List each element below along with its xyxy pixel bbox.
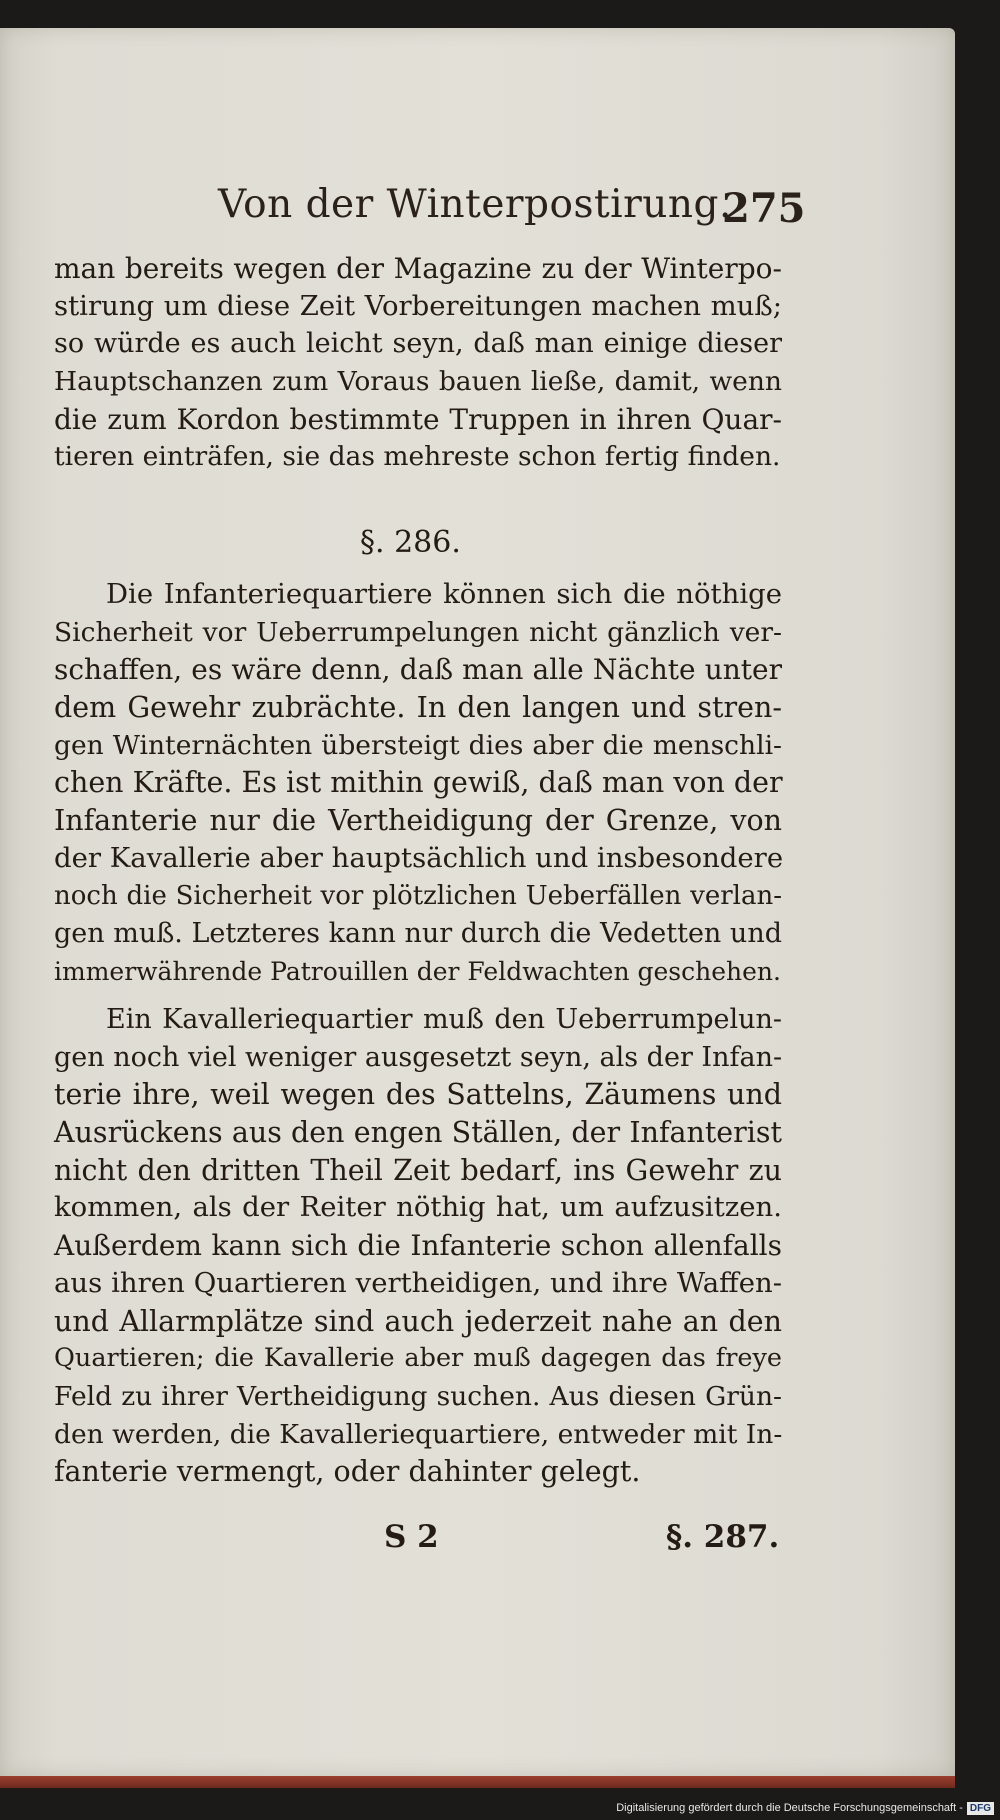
- text-line: Die Infanteriequartiere können sich die nöthige: [106, 578, 782, 610]
- text-line: Ein Kavalleriequartier muß den Ueberrumpelun-: [106, 1004, 782, 1035]
- text-line: man bereits wegen der Magazine zu der Winterpo-: [54, 252, 782, 285]
- text-line: stirung um diese Zeit Vorbereitungen machen muß;: [54, 289, 782, 322]
- text-line: Quartieren; die Kavallerie aber muß dagegen das freye: [54, 1343, 782, 1374]
- text-line: chen Kräfte. Es ist mithin gewiß, daß man von der: [54, 766, 783, 800]
- text-line: terie ihre, weil wegen des Sattelns, Zäumens und: [54, 1078, 782, 1112]
- dfg-logo: DFG: [967, 1802, 994, 1815]
- text-line: kommen, als der Reiter nöthig hat, um aufzusitzen.: [54, 1191, 782, 1224]
- page-number: 275: [722, 185, 806, 232]
- text-line: Außerdem kann sich die Infanterie schon allenfalls: [54, 1229, 782, 1263]
- running-title: Von der Winterpostirung.: [218, 182, 732, 227]
- text-line: die zum Kordon bestimmte Truppen in ihren Quar-: [54, 402, 782, 436]
- paragraph-3: [54, 1001, 782, 1491]
- signature-mark: S 2: [384, 1519, 439, 1555]
- paragraph-2: [54, 576, 782, 991]
- text-line: dem Gewehr zubrächte. In den langen und stren-: [54, 691, 782, 725]
- text-line: der Kavallerie aber hauptsächlich und insbesondere: [54, 841, 784, 874]
- text-line: schaffen, es wäre denn, daß man alle Nächte unter: [54, 653, 782, 687]
- text-line: Sicherheit vor Ueberrumpelungen nicht gänzlich ver-: [54, 616, 782, 648]
- text-line: gen Winternächten übersteigt dies aber die menschli-: [54, 729, 782, 761]
- text-line: tieren einträfen, sie das mehreste schon fertig finden.: [54, 441, 781, 473]
- catchword: §. 287.: [666, 1519, 780, 1555]
- text-line: nicht den dritten Theil Zeit bedarf, ins Gewehr zu: [54, 1153, 782, 1187]
- section-heading: §. 286.: [360, 525, 461, 560]
- text-line: noch die Sicherheit vor plötzlichen Ueberfällen verlan-: [54, 880, 782, 911]
- text-line: und Allarmplätze sind auch jederzeit nahe an den: [54, 1304, 782, 1338]
- paragraph-1: [54, 250, 782, 476]
- text-line: gen noch viel weniger ausgesetzt seyn, als der Infan-: [54, 1041, 783, 1073]
- text-line: Feld zu ihrer Vertheidigung suchen. Aus diesen Grün-: [54, 1380, 782, 1412]
- text-line: fanterie vermengt, oder dahinter gelegt.: [54, 1455, 641, 1489]
- text-line: so würde es auch leicht seyn, daß man einige dieser: [54, 328, 782, 360]
- text-line: immerwährende Patrouillen der Feldwachten geschehen.: [54, 956, 781, 986]
- digitization-banner: [616, 1800, 994, 1816]
- page-edge: [0, 1776, 955, 1788]
- text-line: den werden, die Kavalleriequartiere, entweder mit In-: [54, 1418, 783, 1450]
- text-line: aus ihren Quartieren vertheidigen, und ihre Waffen-: [54, 1266, 782, 1299]
- text-line: Ausrückens aus den engen Ställen, der Infanterist: [54, 1116, 782, 1150]
- banner-text: Digitalisierung gefördert durch die Deutsche Forschungsgemeinschaft -: [616, 1802, 963, 1814]
- text-line: Infanterie nur die Vertheidigung der Grenze, von: [54, 804, 782, 838]
- text-line: gen muß. Letzteres kann nur durch die Vedetten und: [54, 918, 782, 950]
- text-line: Hauptschanzen zum Voraus bauen ließe, damit, wenn: [54, 366, 782, 398]
